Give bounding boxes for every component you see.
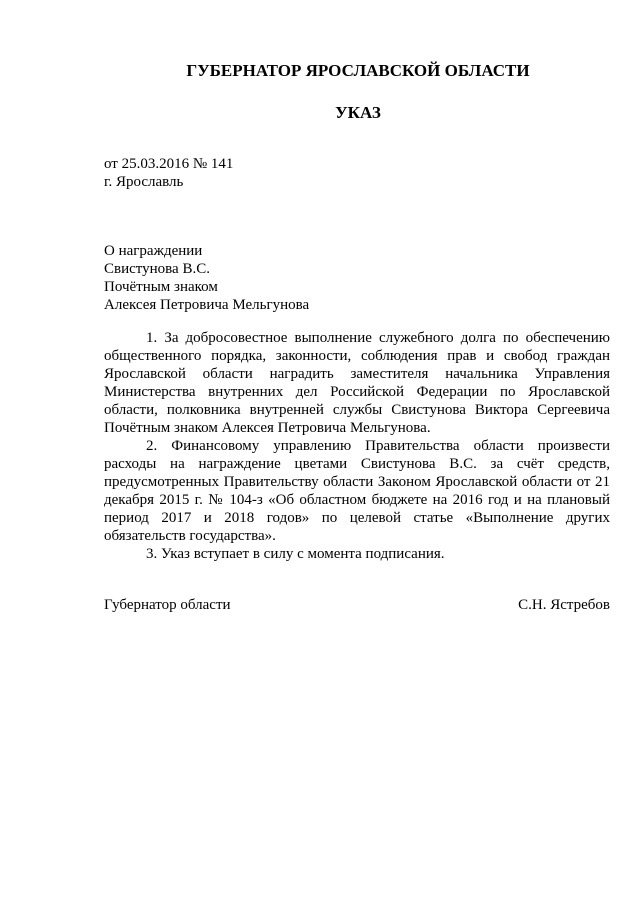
signatory-name: С.Н. Ястребов [518,597,610,613]
date-and-number: от 25.03.2016 № 141 [104,156,234,172]
subject-line: Свистунова В.С. [104,261,210,277]
subject-line: О награждении [104,243,203,259]
decree-body [104,329,610,563]
document-subject [104,242,434,314]
decree-paragraph-1: 1. За добросовестное выполнение служебного долга по обеспечению общественного порядка, законности, соблюдения прав и свобод граждан Ярославской области наградить заместителя начальника Управления Министерства внутренних дел Российской Федерации по Ярославской области, полковника внутренней службы Свистунова Виктора Сергеевича Почётным знаком Алексея Петровича Мельгунова. [104,330,610,436]
signature-block [104,596,610,614]
subject-line: Алексея Петровича Мельгунова [104,297,310,313]
issuing-authority: ГУБЕРНАТОР ЯРОСЛАВСКОЙ ОБЛАСТИ [186,61,530,80]
subject-line: Почётным знаком [104,279,218,295]
document-type-title: УКАЗ [335,103,381,122]
place-of-issue: г. Ярославль [104,174,184,190]
signatory-position: Губернатор области [104,597,231,613]
decree-paragraph-2: 2. Финансовому управлению Правительства области произвести расходы на награждение цветами Свистунова В.С. за счёт средств, предусмотренных Правительству области Законом Ярославской области от 21 декабря 2015 г. № 104-з «Об областном бюджете на 2016 год и на плановый период 2017 и 2018 годов» по целевой статье «Выполнение других обязательств государства». [104,438,610,544]
document-meta [104,155,404,191]
decree-paragraph-3: 3. Указ вступает в силу с момента подписания. [146,546,445,562]
